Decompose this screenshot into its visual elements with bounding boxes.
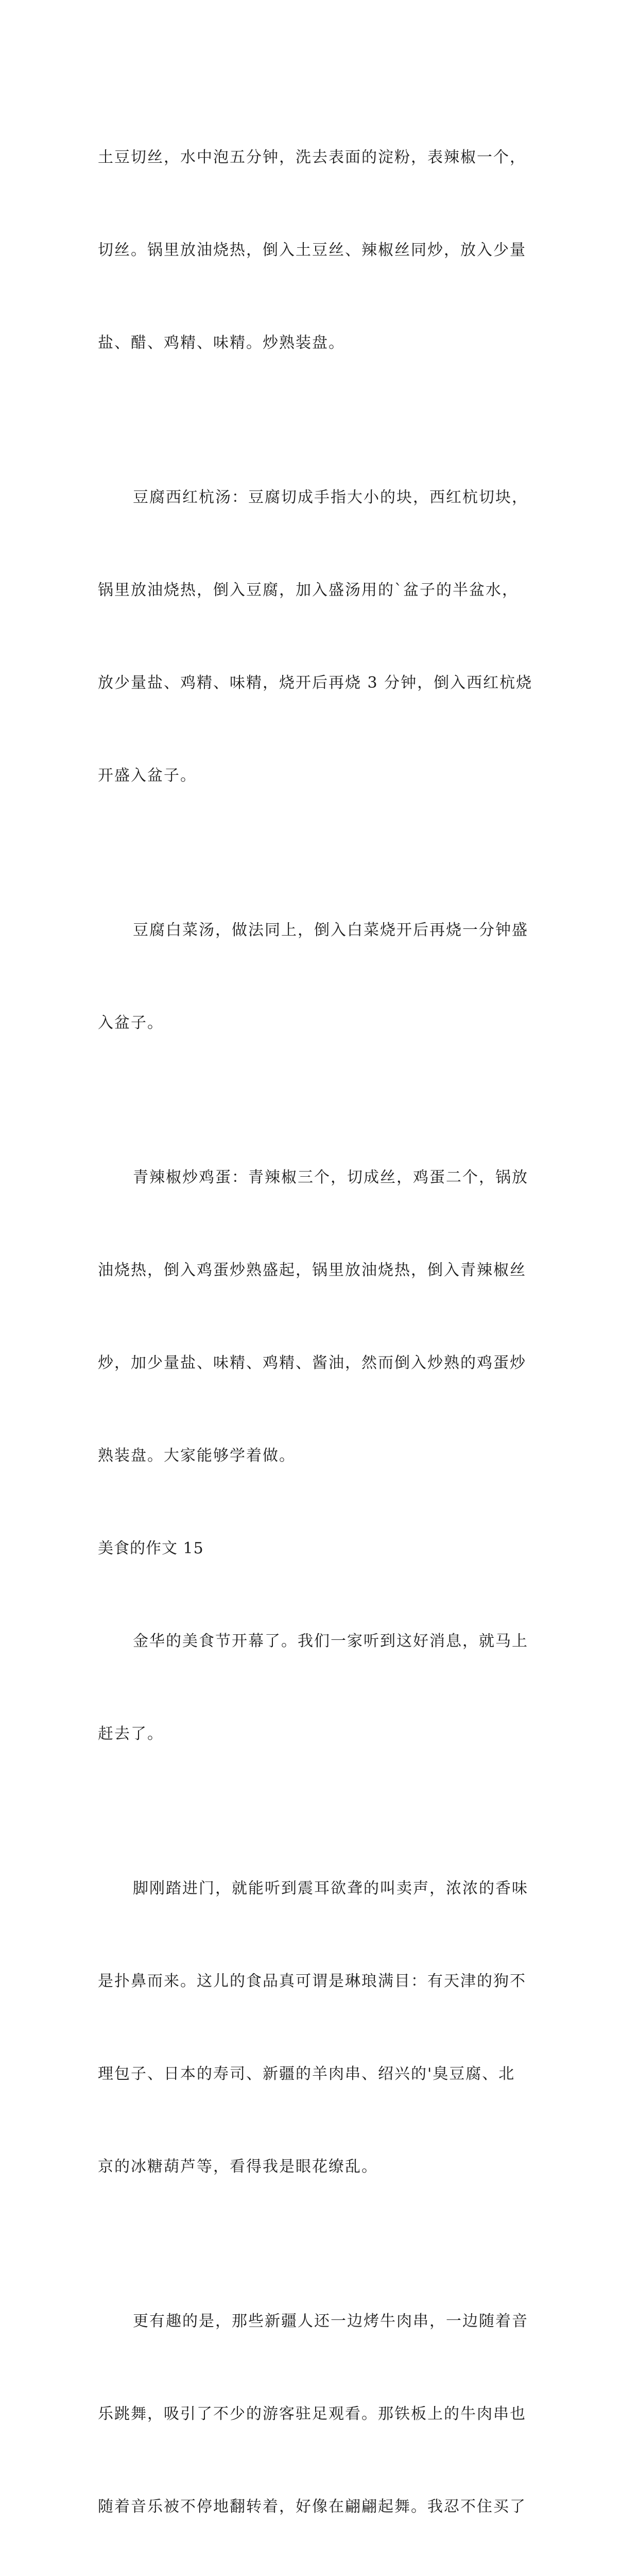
text-line: 更有趣的是，那些新疆人还一边烤牛肉串，一边随着音 [133, 2312, 528, 2330]
paragraph-food-festival-opening [98, 1564, 551, 1811]
text-line: 豆腐西红杭汤：豆腐切成手指大小的块，西红杭切块， [133, 488, 528, 506]
text-line: 熟装盘。大家能够学着做。 [98, 1447, 296, 1465]
paragraph-pepper-eggs [98, 1100, 551, 1533]
text-line: 随着音乐被不停地翻转着，好像在翩翩起舞。我忍不住买了 [98, 2498, 526, 2516]
text-line: 炒，加少量盐、味精、鸡精、酱油，然而倒入炒熟的鸡蛋炒 [98, 1354, 526, 1372]
text-line: 盐、醋、鸡精、味精。炒熟装盘。 [98, 334, 345, 352]
text-line: 土豆切丝，水中泡五分钟，洗去表面的淀粉，表辣椒一个， [98, 148, 526, 166]
text-line: 赶去了。 [98, 1725, 164, 1743]
paragraph-potato-recipe [98, 80, 551, 420]
paragraph-xinjiang-skewers [98, 2244, 551, 2576]
text-line: 京的冰糖葫芦等，看得我是眼花缭乱。 [98, 2158, 378, 2176]
paragraph-entering-festival [98, 1811, 551, 2244]
text-line: 脚刚踏进门，就能听到震耳欲聋的叫卖声，浓浓的香味 [133, 1879, 528, 1897]
text-line: 切丝。锅里放油烧热，倒入土豆丝、辣椒丝同炒，放入少量 [98, 241, 526, 259]
paragraph-tofu-cabbage-soup [98, 853, 551, 1100]
text-line: 乐跳舞，吸引了不少的游客驻足观看。那铁板上的牛肉串也 [98, 2405, 526, 2423]
text-line: 金华的美食节开幕了。我们一家听到这好消息，就马上 [133, 1632, 528, 1650]
text-line: 入盆子。 [98, 1014, 164, 1032]
text-line: 放少量盐、鸡精、味精，烧开后再烧 3 分钟，倒入西红杭烧 [98, 674, 533, 692]
text-line: 开盛入盆子。 [98, 767, 197, 785]
section-heading: 美食的作文 15 [98, 1539, 204, 1557]
text-line: 青辣椒炒鸡蛋：青辣椒三个，切成丝，鸡蛋二个，锅放 [133, 1168, 528, 1187]
text-line: 锅里放油烧热，倒入豆腐，加入盛汤用的`盆子的半盆水， [98, 581, 519, 599]
text-line: 是扑鼻而来。这儿的食品真可谓是琳琅满目：有天津的狗不 [98, 1972, 526, 1990]
document-body [98, 80, 551, 2576]
text-line: 理包子、日本的寿司、新疆的羊肉串、绍兴的'臭豆腐、北 [98, 2065, 515, 2083]
text-line: 油烧热，倒入鸡蛋炒熟盛起，锅里放油烧热，倒入青辣椒丝 [98, 1261, 526, 1279]
paragraph-tofu-tomato-soup [98, 420, 551, 853]
text-line: 豆腐白菜汤，做法同上，倒入白菜烧开后再烧一分钟盛 [133, 921, 528, 939]
